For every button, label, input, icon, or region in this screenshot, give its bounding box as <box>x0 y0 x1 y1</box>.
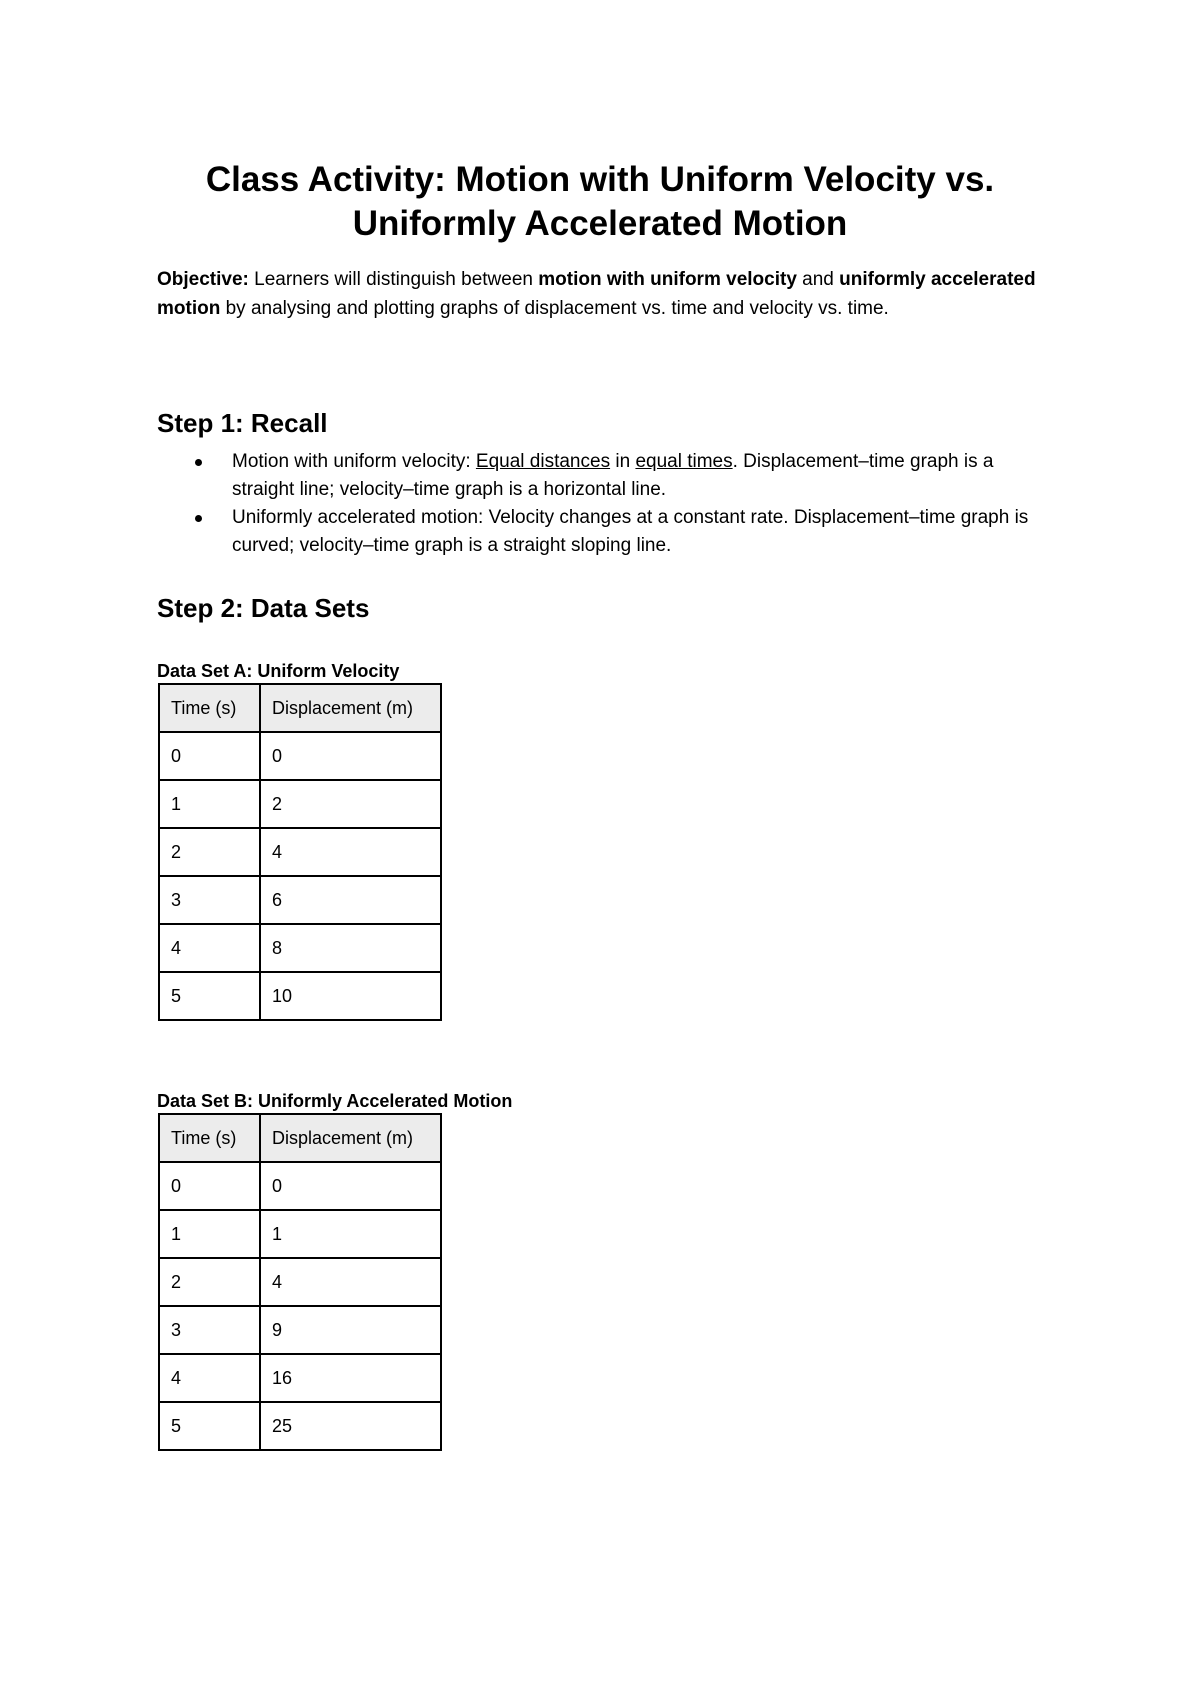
header-displacement: Displacement (m) <box>260 1114 441 1162</box>
cell-displacement: 10 <box>260 972 441 1020</box>
page-title <box>120 158 1080 246</box>
cell-displacement: 6 <box>260 876 441 924</box>
underlined-equal-distances: Equal distances <box>475 451 611 472</box>
table-row <box>159 1354 441 1402</box>
table-row <box>159 1258 441 1306</box>
cell-time: 1 <box>159 1210 260 1258</box>
cell-displacement: 9 <box>260 1306 441 1354</box>
cell-time: 3 <box>159 1306 260 1354</box>
objective-text-2: and <box>796 269 840 290</box>
cell-displacement: 2 <box>260 780 441 828</box>
header-time: Time (s) <box>159 684 260 732</box>
bullet-1-mid: in <box>610 451 636 472</box>
cell-time: 4 <box>159 924 260 972</box>
table-row <box>159 924 441 972</box>
cell-time: 1 <box>159 780 260 828</box>
objective-paragraph <box>157 265 1057 323</box>
title-line-2: Uniformly Accelerated Motion <box>352 204 848 243</box>
table-b-caption: Data Set B: Uniformly Accelerated Motion <box>157 1091 513 1111</box>
cell-displacement: 4 <box>260 1258 441 1306</box>
table-header-row <box>159 1114 441 1162</box>
cell-time: 5 <box>159 1402 260 1450</box>
header-time: Time (s) <box>159 1114 260 1162</box>
cell-time: 3 <box>159 876 260 924</box>
cell-time: 2 <box>159 828 260 876</box>
table-row <box>159 780 441 828</box>
cell-displacement: 16 <box>260 1354 441 1402</box>
objective-label: Objective: <box>157 269 249 290</box>
cell-time: 0 <box>159 732 260 780</box>
objective-bold-1: motion with uniform velocity <box>538 269 797 290</box>
table-row <box>159 876 441 924</box>
table-row <box>159 1306 441 1354</box>
cell-time: 4 <box>159 1354 260 1402</box>
header-displacement: Displacement (m) <box>260 684 441 732</box>
cell-displacement: 0 <box>260 732 441 780</box>
list-item <box>157 448 1057 504</box>
bullet-dot-icon <box>195 459 202 466</box>
step-1-heading: Step 1: Recall <box>157 408 328 438</box>
bullet-dot-icon <box>195 515 202 522</box>
table-row <box>159 828 441 876</box>
cell-displacement: 1 <box>260 1210 441 1258</box>
list-item <box>157 504 1057 560</box>
underlined-equal-times: equal times <box>635 451 733 472</box>
recall-list <box>157 448 1057 560</box>
objective-bold-2: uniformly accelerated motion <box>157 269 1036 319</box>
objective-text-3: by analysing and plotting graphs of displacement vs. time and velocity vs. time. <box>220 298 889 319</box>
table-row <box>159 1210 441 1258</box>
table-row <box>159 732 441 780</box>
table-row <box>159 1402 441 1450</box>
table-row <box>159 972 441 1020</box>
title-line-1: Class Activity: Motion with Uniform Velocity vs. <box>205 160 995 199</box>
bullet-1-suffix: . Displacement–time graph is a straight line; velocity–time graph is a horizontal line. <box>232 451 994 500</box>
table-row <box>159 1162 441 1210</box>
table-a-caption: Data Set A: Uniform Velocity <box>157 661 400 681</box>
cell-displacement: 8 <box>260 924 441 972</box>
data-table-b <box>158 1113 442 1451</box>
table-header-row <box>159 684 441 732</box>
cell-time: 2 <box>159 1258 260 1306</box>
cell-time: 5 <box>159 972 260 1020</box>
bullet-2-text: Uniformly accelerated motion: Velocity changes at a constant rate. Displacement–time graph is curved; velocity–time graph is a straight sloping line. <box>232 507 1029 556</box>
data-table-a <box>158 683 442 1021</box>
bullet-1-prefix: Motion with uniform velocity: <box>232 451 476 472</box>
cell-time: 0 <box>159 1162 260 1210</box>
step-2-heading: Step 2: Data Sets <box>157 593 370 623</box>
cell-displacement: 25 <box>260 1402 441 1450</box>
cell-displacement: 0 <box>260 1162 441 1210</box>
objective-text-1: Learners will distinguish between <box>248 269 539 290</box>
cell-displacement: 4 <box>260 828 441 876</box>
